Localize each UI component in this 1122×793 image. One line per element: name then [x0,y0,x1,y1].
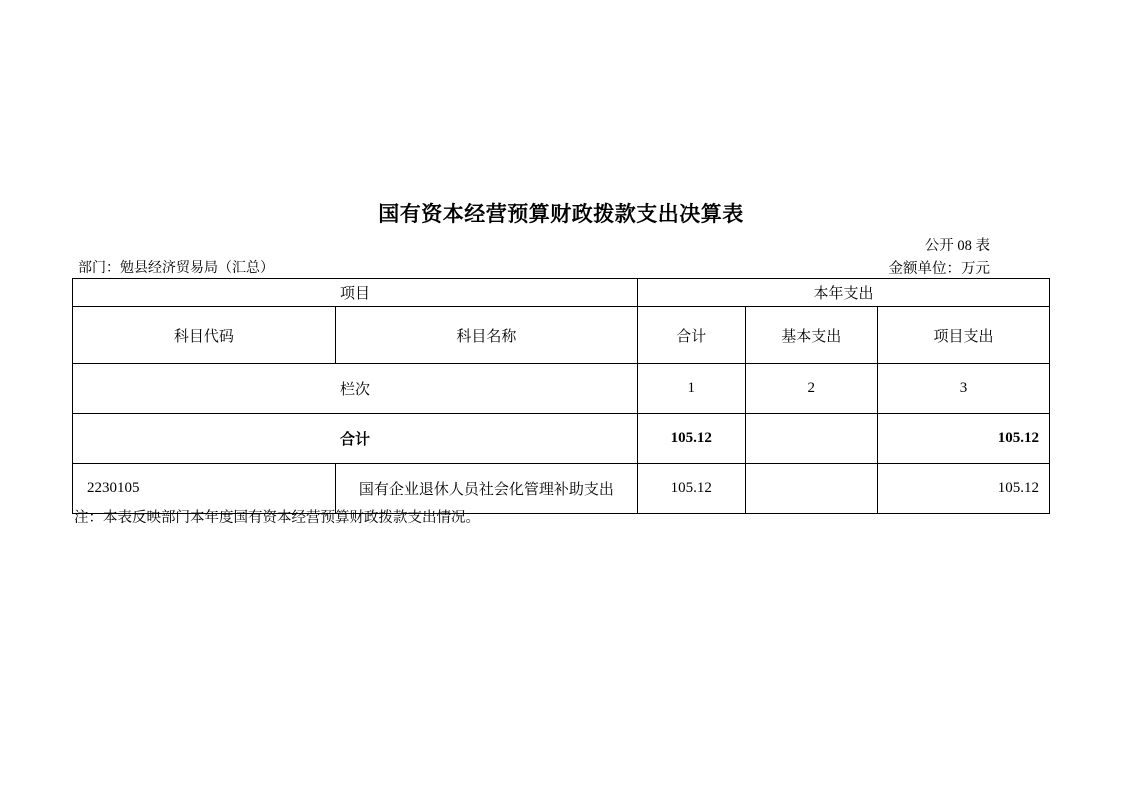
table-note: 注：本表反映部门本年度国有资本经营预算财政拨款支出情况。 [74,510,480,526]
column-header-subject-name: 科目名称 [335,307,637,364]
table-column-header-row [73,307,1050,364]
row-1-basic [745,464,877,514]
row-1-code: 2230105 [73,464,336,514]
column-index-3: 3 [877,364,1049,414]
column-index-1: 1 [638,364,745,414]
row-1-total: 105.12 [638,464,745,514]
column-header-basic-expenditure: 基本支出 [745,307,877,364]
column-header-subject-code: 科目代码 [73,307,336,364]
budget-table [72,278,1050,514]
row-total-project: 105.12 [877,414,1049,464]
table-group-header-row [73,279,1050,307]
row-total-basic [745,414,877,464]
group-header-item: 项目 [73,279,638,307]
row-total-label: 合计 [73,414,638,464]
row-1-project: 105.12 [877,464,1049,514]
column-index-label: 栏次 [73,364,638,414]
group-header-current-year: 本年支出 [638,279,1050,307]
row-1-name: 国有企业退休人员社会化管理补助支出 [335,464,637,514]
page-title: 国有资本经营预算财政拨款支出决算表 [378,201,744,226]
table-row [73,414,1050,464]
department-label: 部门：勉县经济贸易局（汇总） [78,261,274,276]
form-number: 公开 08 表 [924,238,990,254]
table-column-index-row [73,364,1050,414]
amount-unit: 金额单位：万元 [888,261,990,277]
column-header-total: 合计 [638,307,745,364]
column-header-project-expenditure: 项目支出 [877,307,1049,364]
row-total-total: 105.12 [638,414,745,464]
column-index-2: 2 [745,364,877,414]
